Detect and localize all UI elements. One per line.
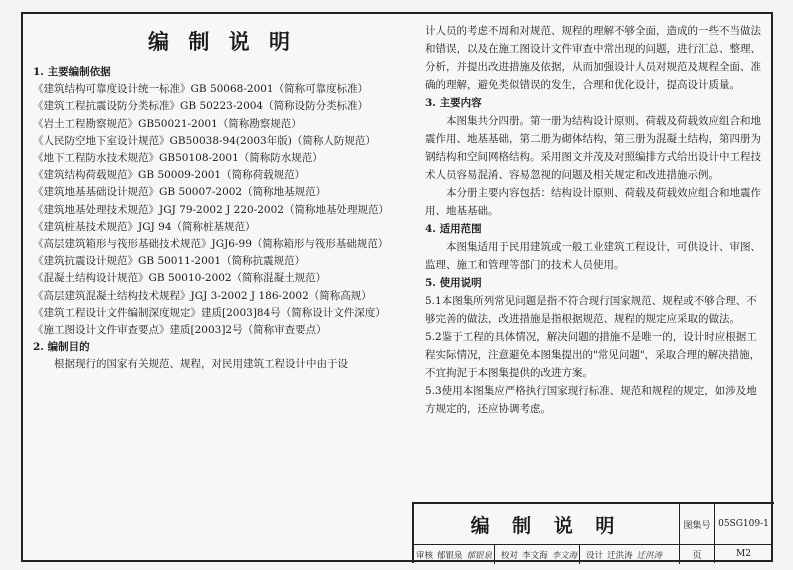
page-number-value: M2 <box>736 549 751 559</box>
section-5-heading: 5. 使用说明 <box>425 277 482 289</box>
reference-item: 《建筑工程抗震设防分类标准》GB 50223-2004（简称设防分类标准） <box>33 100 369 113</box>
usage-item-1: 5.1本图集所列常见问题是指不符合现行国家规范、规程或不够合理、不够完善的做法，改进措施是指根据规范、规程的规定应采取的做法。 <box>425 295 757 325</box>
title-block-name: 编 制 说 明 <box>414 504 680 544</box>
atlas-number-label: 图集号 <box>680 504 715 545</box>
reference-item: 《建筑桩基技术规范》JGJ 94（简称桩基规范） <box>33 220 256 233</box>
reference-item: 《混凝土结构设计规范》GB 50010-2002（简称混凝土规范） <box>33 272 327 285</box>
content-paragraph-1: 本图集共分四册。第一册为结构设计原则、荷载及荷载效应组合和地震作用、地基基础，第二册为砌体结构，第三册为混凝土结构，第四册为钢结构和空间网格结构。采用图文并茂及对照编排方式给出设计中工程技术人员容易混淆、容易忽视的问题及相关规定和改进措施示例。 <box>425 115 761 181</box>
design-name: 迁洪涛 <box>607 550 633 561</box>
review-label: 审核 <box>416 550 434 561</box>
reference-item: 《高层建筑箱形与筏形基础技术规范》JGJ6-99（简称箱形与筏形基础规范） <box>33 238 389 251</box>
check-name: 李文海 <box>522 550 548 561</box>
atlas-number-value: 05SG109-1 <box>715 504 772 545</box>
drawing-sheet <box>21 12 773 562</box>
section-1-heading: 1. 主要编制依据 <box>33 66 111 78</box>
reference-item: 《建筑结构可靠度设计统一标准》GB 50068-2001（简称可靠度标准） <box>33 83 369 96</box>
usage-item-2: 5.2鉴于工程的具体情况，解决问题的措施不是唯一的，设计时应根据工程实际情况，注意避免本图集提出的"常见问题"，采取合理的解决措施，不宜拘泥于本图集提供的改进方案。 <box>425 331 761 379</box>
reference-item: 《建筑工程设计文件编制深度规定》建质[2003]84号（简称设计文件深度） <box>33 306 386 319</box>
right-column <box>425 22 765 418</box>
reference-item: 《岩土工程勘察规范》GB50021-2001（简称勘察规范） <box>33 117 302 130</box>
reference-item: 《高层建筑混凝土结构技术规程》JGJ 3-2002 J 186-2002（简称高规） <box>33 289 372 302</box>
reference-item: 《建筑地基基础设计规范》GB 50007-2002（简称地基规范） <box>33 186 327 199</box>
usage-item-3: 5.3使用本图集应严格执行国家现行标准、规范和规程的规定，如涉及地方规定的，还应协调考虑。 <box>425 385 757 415</box>
title-block <box>412 502 774 563</box>
reference-item: 《人民防空地下室设计规范》GB50038-94(2003年版)（简称人防规范） <box>33 134 376 147</box>
signature-row <box>414 544 680 564</box>
review-signature: 郁银泉 <box>466 550 493 561</box>
purpose-text-continued: 计人员的考虑不周和对规范、规程的理解不够全面，造成的一些不当做法和错误，以及在施工图设计文件审查中常出现的问题，进行汇总、整理、分析，并提出改进措施及依据，从而加强设计人员对规范及规程全面、准确的理解，避免类似错误的发生，合理和优化设计，提高设计质量。 <box>425 25 761 91</box>
check-label: 校对 <box>501 550 519 561</box>
page-title: 编 制 说 明 <box>148 29 296 54</box>
scope-paragraph: 本图集适用于民用建筑或一般工业建筑工程设计，可供设计、审图、监理、施工和管理等部门的技术人员使用。 <box>425 241 761 271</box>
section-4-heading: 4. 适用范围 <box>425 223 482 235</box>
reference-item: 《建筑结构荷载规范》GB 50009-2001（简称荷载规范） <box>33 169 306 182</box>
content-paragraph-2: 本分册主要内容包括：结构设计原则、荷载及荷载效应组合和地震作用、地基基础。 <box>425 187 761 217</box>
purpose-text-start: 根据现行的国家有关规范、规程，对民用建筑工程设计中由于设 <box>54 358 348 371</box>
design-signature: 迁洪涛 <box>636 550 663 561</box>
reference-item: 《施工图设计文件审查要点》建质[2003]2号（简称审查要点） <box>33 324 327 337</box>
left-column <box>33 26 411 374</box>
section-3-heading: 3. 主要内容 <box>425 97 482 109</box>
section-2-heading: 2. 编制目的 <box>33 341 90 354</box>
design-label: 设计 <box>586 550 604 561</box>
reference-item: 《地下工程防水技术规范》GB50108-2001（简称防水规范） <box>33 152 323 165</box>
page-number-label: 页 <box>680 545 715 563</box>
reference-list <box>33 81 411 339</box>
check-signature: 李文海 <box>551 550 578 561</box>
review-name: 郁银泉 <box>437 550 463 561</box>
reference-item: 《建筑地基处理技术规范》JGJ 79-2002 J 220-2002（简称地基处理规范） <box>33 203 389 216</box>
reference-item: 《建筑抗震设计规范》GB 50011-2001（简称抗震规范） <box>33 255 306 268</box>
